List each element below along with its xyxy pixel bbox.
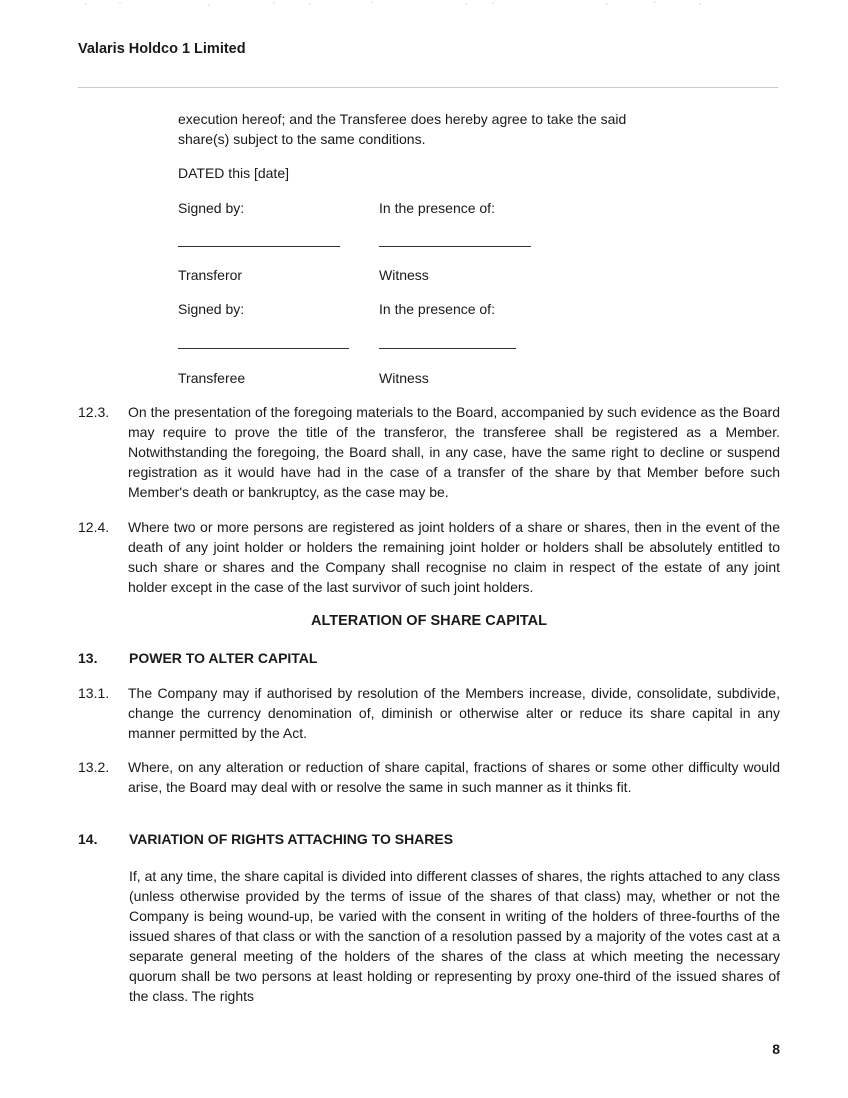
clause-13-1-text: The Company may if authorised by resolution of the Members increase, divide, consolidate, subdivide, change the currency denomination of, diminish or otherwise alter or reduce its share capital in any manner permitted by the Act. (128, 685, 780, 741)
document-header-company: Valaris Holdco 1 Limited (78, 41, 246, 57)
transferor-label: Transferor (178, 267, 243, 283)
scan-specks (0, 0, 848, 12)
clause-13-2-text: Where, on any alteration or reduction of share capital, fractions of shares or some other difficulty would arise, the Board may deal with or resolve the same in such manner as it thinks fit. (128, 759, 780, 795)
clause-13-1-number: 13.1. (78, 685, 110, 701)
clause-12-3-number: 12.3. (78, 404, 110, 420)
transferee-label: Transferee (178, 370, 246, 386)
clause-14-number: 14. (78, 831, 98, 847)
clause-12-4-text: Where two or more persons are registered as joint holders of a share or shares, then in the event of the death of any joint holder or holders the remaining joint holder or holders shall be absolutely entitled to such share or shares and the Company shall recognise no claim in respect of the estate of any joint holder except in the case of the last survivor of such joint holders. (128, 519, 780, 595)
continuation-line-2: share(s) subject to the same conditions. (178, 131, 426, 147)
witness-label-1: Witness (379, 267, 429, 283)
transferee-signature-line (178, 348, 349, 349)
witness-label-2: Witness (379, 370, 429, 386)
clause-13-2-number: 13.2. (78, 759, 110, 775)
presence-label-2: In the presence of: (379, 301, 495, 317)
clause-13-number: 13. (78, 650, 98, 666)
dated-line: DATED this [date] (178, 165, 290, 181)
clause-14-body: If, at any time, the share capital is divided into different classes of shares, the rights attached to any class (unless otherwise provided by the terms of issue of the shares of that class) may, whether or not the Company is being wound-up, be varied with the consent in writing of the holders of three-fourths of the issued shares of that class or with the sanction of a resolution passed by a majority of the votes cast at a separate general meeting of the holders of the shares of the class at which meeting the necessary quorum shall be two persons at least holding or representing by proxy one-third of the issued shares of the class. The rights (129, 868, 780, 1004)
clause-12-4-number: 12.4. (78, 519, 110, 535)
continuation-line-1: execution hereof; and the Transferee does hereby agree to take the said (178, 111, 627, 127)
clause-14-title: VARIATION OF RIGHTS ATTACHING TO SHARES (129, 831, 454, 847)
witness-signature-line-2 (379, 348, 516, 349)
page-number: 8 (772, 1041, 780, 1057)
transferor-signature-line (178, 246, 340, 247)
signed-by-label-1: Signed by: (178, 200, 245, 216)
clause-13-title: POWER TO ALTER CAPITAL (129, 650, 318, 666)
clause-12-3-text: On the presentation of the foregoing materials to the Board, accompanied by such evidence as the Board may require to prove the title of the transferor, the transferee shall be registered as a Member. Notwithstanding the foregoing, the Board shall, in any case, have the same right to decline or suspend registration as it would have had in the case of a transfer of the share by that Member before such Member's death or bankruptcy, as the case may be. (128, 404, 780, 500)
signed-by-label-2: Signed by: (178, 301, 245, 317)
witness-signature-line-1 (379, 246, 531, 247)
presence-label-1: In the presence of: (379, 200, 495, 216)
header-divider (78, 87, 778, 88)
continuation-paragraph (178, 109, 738, 149)
section-heading: ALTERATION OF SHARE CAPITAL (310, 613, 547, 629)
